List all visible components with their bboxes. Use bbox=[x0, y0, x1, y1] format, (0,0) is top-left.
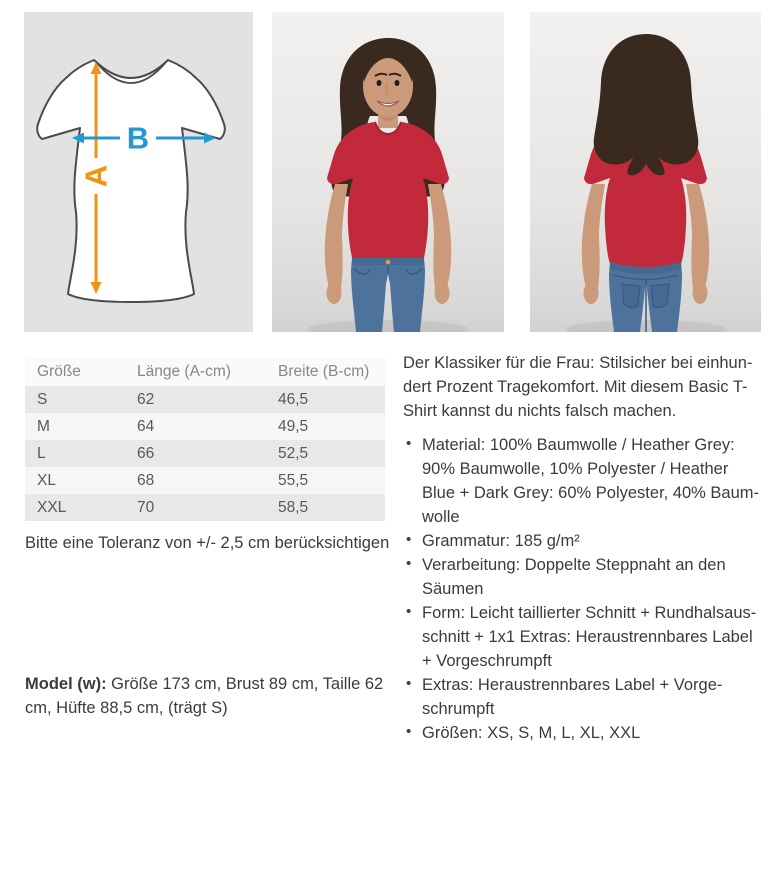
model-info bbox=[25, 672, 399, 720]
model-info-text: Größe 173 cm, Brust 89 cm, Taille 62 cm, Hüfte 88,5 cm, (trägt S) bbox=[25, 675, 384, 717]
table-cell: 49,5 bbox=[266, 413, 385, 440]
table-row bbox=[25, 386, 385, 413]
table-cell: 64 bbox=[125, 413, 266, 440]
table-cell: 52,5 bbox=[266, 440, 385, 467]
table-cell: 46,5 bbox=[266, 386, 385, 413]
model-photo-front bbox=[272, 12, 504, 332]
label-b: B bbox=[126, 120, 150, 156]
column-header: Breite (B-cm) bbox=[266, 358, 385, 386]
table-cell: 55,5 bbox=[266, 467, 385, 494]
tolerance-note: Bitte eine Toleranz von +/- 2,5 cm berücksichtigen bbox=[25, 534, 390, 552]
model-photo-back bbox=[530, 12, 761, 332]
table-cell: L bbox=[25, 440, 125, 467]
list-item: • Grammatur: 185 g/m² bbox=[403, 529, 765, 553]
table-cell: 66 bbox=[125, 440, 266, 467]
column-header: Länge (A-cm) bbox=[125, 358, 266, 386]
list-item: • Verarbeitung: Doppelte Steppnaht an den Säumen bbox=[403, 553, 765, 601]
tshirt-outline bbox=[37, 60, 225, 302]
measurement-diagram-panel bbox=[24, 12, 253, 332]
table-cell: M bbox=[25, 413, 125, 440]
table-header-row bbox=[25, 358, 385, 386]
list-item: • Größen: XS, S, M, L, XL, XXL bbox=[403, 721, 765, 745]
description-bullet-list bbox=[403, 433, 765, 745]
table-cell: 68 bbox=[125, 467, 266, 494]
tshirt-measurement-diagram-icon bbox=[24, 12, 253, 332]
table-row bbox=[25, 467, 385, 494]
table-cell: 70 bbox=[125, 494, 266, 521]
jeans-back bbox=[609, 262, 682, 332]
table-cell: 58,5 bbox=[266, 494, 385, 521]
table-row bbox=[25, 494, 385, 521]
table-cell: XL bbox=[25, 467, 125, 494]
table-row bbox=[25, 440, 385, 467]
size-table bbox=[25, 358, 385, 521]
model-front-illustration bbox=[272, 12, 504, 332]
list-item: • Material: 100% Baumwolle / Heather Grey: 90% Baumwolle, 10% Polyester / Heather Blue + Dark Grey: 60% Polyester, 40% Baumwolle bbox=[403, 433, 765, 529]
table-cell: S bbox=[25, 386, 125, 413]
description-intro: Der Klassiker für die Frau: Stilsicher bei einhundert Prozent Tragekomfort. Mit diesem Basic T-Shirt kannst du nichts falsch machen. bbox=[403, 354, 753, 420]
model-info-label: Model (w): bbox=[25, 675, 107, 693]
label-a: A bbox=[78, 164, 114, 188]
product-description bbox=[403, 351, 765, 745]
table-row bbox=[25, 413, 385, 440]
model-back-illustration bbox=[530, 12, 761, 332]
column-header: Größe bbox=[25, 358, 125, 386]
hair-back-view bbox=[594, 34, 699, 165]
table-cell: XXL bbox=[25, 494, 125, 521]
list-item: • Extras: Heraustrennbares Label + Vorgeschrumpft bbox=[403, 673, 765, 721]
table-cell: 62 bbox=[125, 386, 266, 413]
list-item: • Form: Leicht taillierter Schnitt + Rundhalsausschnitt + 1x1 Extras: Heraustrennbares Label + Vorgeschrumpft bbox=[403, 601, 765, 673]
